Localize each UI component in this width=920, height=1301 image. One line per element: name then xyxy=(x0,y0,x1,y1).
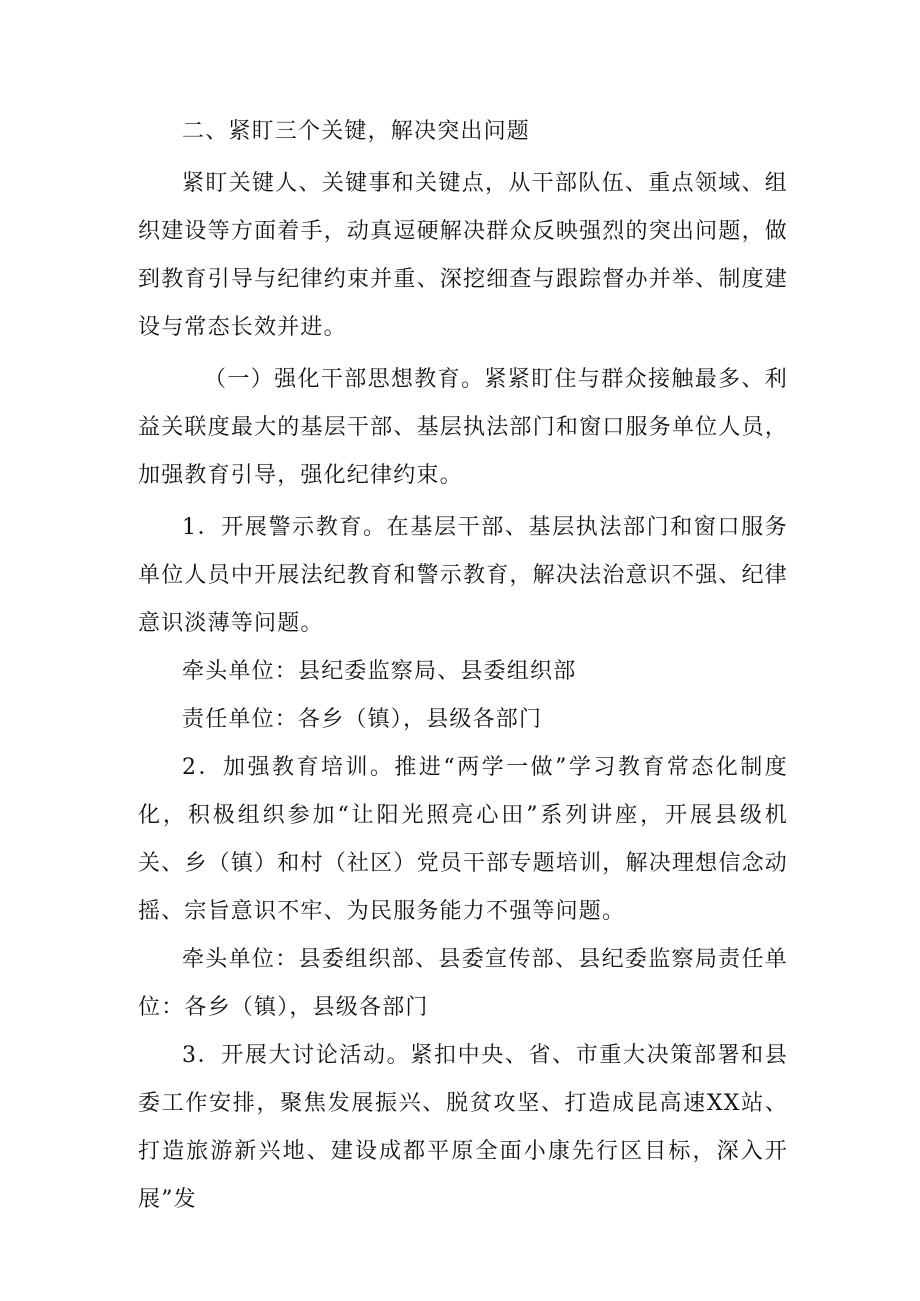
item-2-paragraph: 2．加强教育培训。推进“两学一做”学习教育常态化制度化，积极组织参加“让阳光照亮心田”系列讲座，开展县级机关、乡（镇）和村（社区）党员干部专题培训，解决理想信念动摇、宗旨意识不牢、为民服务能力不强等问题。 xyxy=(138,755,788,924)
section-heading: 二、紧盯三个关键，解决突出问题 xyxy=(182,119,531,144)
item-2-units: 牵头单位：县委组织部、县委宣传部、县纪委监察局责任单位：各乡（镇），县级各部门 xyxy=(138,947,788,1020)
intro-paragraph: 紧盯关键人、关键事和关键点，从干部队伍、重点领域、组织建设等方面着手，动真逗硬解决群众反映强烈的突出问题，做到教育引导与纪律约束并重、深挖细查与跟踪督办并举、制度建设与常态长效并进。 xyxy=(138,171,788,340)
item-3-paragraph: 3．开展大讨论活动。紧扣中央、省、市重大决策部署和县委工作安排，聚焦发展振兴、脱贫攻坚、打造成昆高速XX站、打造旅游新兴地、建设成都平原全面小康先行区目标，深入开展”发 xyxy=(138,1043,788,1212)
item-1-lead-unit: 牵头单位：县纪委监察局、县委组织部 xyxy=(182,659,577,684)
subsection-heading-paragraph: （一）强化干部思想教育。紧紧盯住与群众接触最多、利益关联度最大的基层干部、基层执法部门和窗口服务单位人员，加强教育引导，强化纪律约束。 xyxy=(138,367,788,488)
item-1-paragraph: 1．开展警示教育。在基层干部、基层执法部门和窗口服务单位人员中开展法纪教育和警示教育，解决法治意识不强、纪律意识淡薄等问题。 xyxy=(138,515,788,636)
item-1-responsible-unit: 责任单位：各乡（镇），县级各部门 xyxy=(182,707,543,732)
document-body xyxy=(138,108,788,1224)
